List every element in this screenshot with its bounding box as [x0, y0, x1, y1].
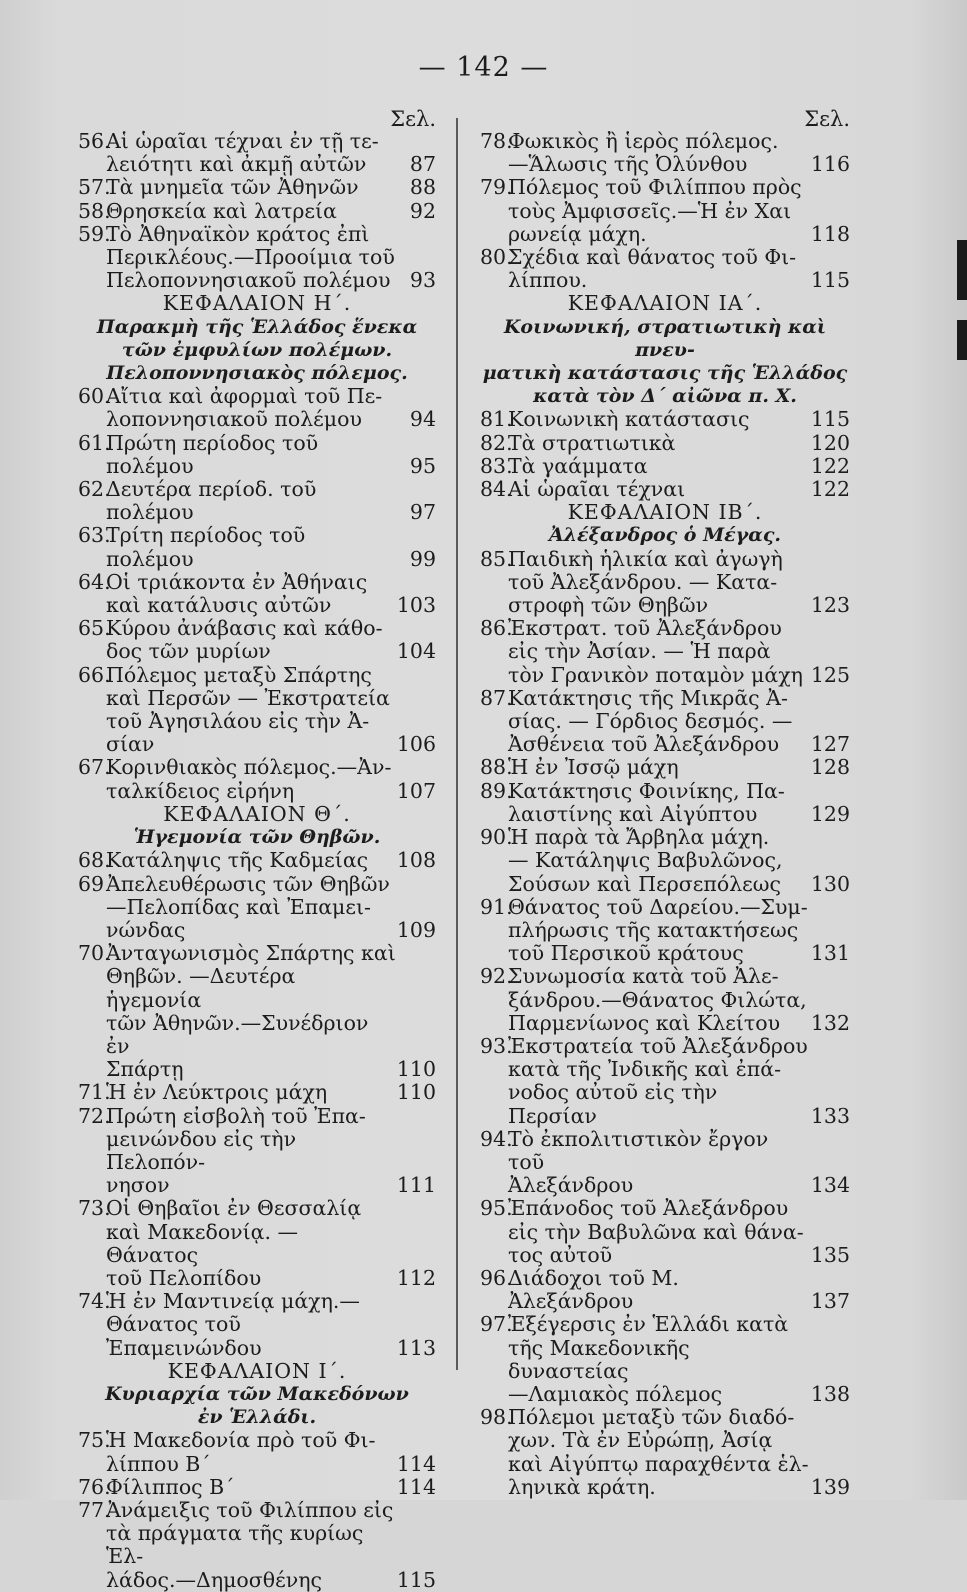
entry-page-number: 130	[810, 871, 850, 896]
entry-page-number: 127	[810, 732, 850, 757]
chapter-subtitle-line: τῶν ἐμφυλίων πολέμων.	[121, 338, 393, 361]
entry-page-number: 103	[396, 593, 436, 618]
entry-title-line: Πελοποννησιακοῦ πολέμου	[106, 268, 391, 293]
entry-title-line: Συνωμοσία κατὰ τοῦ Ἀλε-	[508, 964, 779, 989]
toc-column-right	[480, 106, 850, 1499]
toc-entry	[480, 1267, 850, 1313]
toc-entry	[78, 1081, 436, 1104]
entry-page-number: 112	[396, 1265, 436, 1290]
toc-entry	[480, 548, 850, 618]
entry-page-number: 110	[396, 1057, 436, 1082]
entry-number: 71.	[78, 1080, 111, 1105]
entry-title-line: Πρώτη περίοδος τοῦ πολέμου	[106, 430, 319, 478]
entry-page-number: 139	[810, 1474, 850, 1499]
entry-title-line: τοῦ Ἀλεξάνδρου. — Κατα-	[508, 569, 778, 594]
entry-title-line: δος τῶν μυρίων	[106, 639, 271, 664]
entry-number: 83.	[480, 453, 513, 478]
entry-page-number: 115	[810, 268, 850, 293]
entry-title-line: Σχέδια καὶ θάνατος τοῦ Φι-	[508, 245, 797, 270]
entry-page-number: 125	[810, 662, 850, 687]
entry-title-line: στροφὴ τῶν Θηβῶν	[508, 593, 709, 618]
entry-number: 89.	[480, 778, 513, 803]
chapter-subtitle	[480, 316, 850, 409]
entry-number: 77.	[78, 1497, 111, 1522]
entry-page-number: 93	[409, 268, 436, 293]
toc-entry	[78, 1499, 436, 1592]
entry-page-number: 106	[396, 732, 436, 757]
entry-page-number: 128	[810, 755, 850, 780]
entry-title-line: καὶ κατάλυσις αὐτῶν	[106, 593, 332, 618]
toc-entry	[78, 617, 436, 663]
page-edge-mark	[957, 320, 967, 360]
entry-title-line: Παιδικὴ ἡλικία καὶ ἀγωγὴ	[508, 546, 783, 571]
chapter-subtitle	[480, 524, 850, 547]
entry-title-line: Ἡ ἐν Λεύκτροις μάχη	[106, 1080, 328, 1105]
entry-number: 88.	[480, 755, 513, 780]
entry-number: 59.	[78, 221, 111, 246]
toc-entry	[78, 1197, 436, 1290]
entry-title-line: Οἱ τριάκοντα ἐν Ἀθήναις	[106, 569, 368, 594]
entry-title-line: Πόλεμος τοῦ Φιλίππου πρὸς	[508, 175, 802, 200]
entry-page-number: 129	[810, 801, 850, 826]
toc-entry	[78, 571, 436, 617]
entry-title-line: τοῦ Περσικοῦ κράτους	[508, 941, 744, 966]
entry-title-line: τοῦ Πελοπίδου	[106, 1265, 262, 1290]
entry-title-line: Φωκικὸς ἢ ἱερὸς πόλεμος.	[508, 129, 779, 153]
entry-number: 73.	[78, 1196, 111, 1221]
entry-title-line: πλήρωσις τῆς κατακτήσεως	[508, 917, 799, 942]
entry-page-number: 122	[810, 477, 850, 502]
entry-number: 95.	[480, 1196, 513, 1221]
entry-title-line: Οἱ Θηβαῖοι ἐν Θεσσαλίᾳ	[106, 1196, 362, 1221]
entry-page-number: 108	[396, 848, 436, 873]
entry-title-line: Τὸ Ἀθηναϊκὸν κράτος ἐπὶ	[106, 221, 370, 246]
entry-page-number: 111	[396, 1173, 436, 1198]
entry-title-line: μεινώνδου εἰς τὴν Πελοπόν-	[106, 1126, 297, 1174]
entry-title-line: Κατάκτησις τῆς Μικρᾶς Ἀ-	[508, 685, 788, 710]
entry-page-number: 104	[396, 639, 436, 664]
toc-entry	[78, 478, 436, 524]
toc-entry	[78, 849, 436, 872]
entry-title-line: Ἀνταγωνισμὸς Σπάρτης καὶ	[106, 941, 396, 966]
entry-title-line: τος αὐτοῦ	[508, 1242, 613, 1267]
entry-title-line: Κατάκτησις Φοινίκης, Πα-	[508, 778, 785, 803]
entry-title-line: Κατάληψις τῆς Καδμείας	[106, 848, 369, 873]
entry-page-number: 120	[810, 430, 850, 455]
entry-page-number: 113	[396, 1335, 436, 1360]
entry-page-number: 133	[810, 1103, 850, 1128]
toc-entry	[480, 826, 850, 896]
chapter-subtitle-line: κατὰ τὸν Δ΄ αἰῶνα π. Χ.	[533, 385, 797, 408]
entry-number: 67.	[78, 755, 111, 780]
entry-title-line: σίας. — Γόρδιος δεσμός. —	[508, 709, 793, 734]
entry-title-line: Περικλέους.—Προοίμια τοῦ	[106, 245, 395, 270]
entry-title-line: Αἴτια καὶ ἀφορμαὶ τοῦ Πε-	[106, 384, 383, 409]
toc-entry	[480, 1406, 850, 1499]
entry-title-line: σίαν	[106, 732, 155, 757]
toc-entry	[78, 524, 436, 570]
entry-title-line: Δευτέρα περίοδ. τοῦ πολέμου	[106, 477, 317, 525]
entry-title-line: Τὰ γαάμματα	[508, 453, 648, 478]
entry-title-line: Τρίτη περίοδος τοῦ πολέμου	[106, 523, 306, 571]
entry-page-number: 107	[396, 778, 436, 803]
entry-title-line: Ἐκστρατ. τοῦ Ἀλεξάνδρου	[508, 616, 782, 641]
entry-title-line: Αἱ ὡραῖαι τέχναι ἐν τῇ τε-	[106, 129, 379, 153]
entry-number: 58.	[78, 198, 111, 223]
entry-page-number: 110	[396, 1080, 436, 1105]
chapter-subtitle-line: Παρακμὴ τῆς Ἑλλάδος ἕνεκα	[96, 315, 418, 338]
toc-entry	[78, 664, 436, 757]
entry-title-line: καὶ Αἰγύπτῳ παραχθέντα ἑλ-	[508, 1451, 809, 1476]
entry-title-line: Αἱ ὡραῖαι τέχναι	[508, 477, 686, 502]
toc-entry	[480, 896, 850, 966]
entry-title-line: εἰς τὴν Βαβυλῶνα καὶ θάνα-	[508, 1219, 804, 1244]
entry-page-number: 95	[409, 453, 436, 478]
toc-entry	[480, 478, 850, 501]
entry-title-line: Πόλεμοι μεταξὺ τῶν διαδό-	[508, 1405, 795, 1430]
toc-entry	[480, 756, 850, 779]
entry-number: 57.	[78, 175, 111, 200]
chapter-subtitle-line: Ἀλέξανδρος ὁ Μέγας.	[548, 524, 782, 547]
entry-title-line: κατὰ τῆς Ἰνδικῆς καὶ ἐπά-	[508, 1057, 782, 1082]
chapter-subtitle-line: Κυριαρχία τῶν Μακεδόνων	[105, 1382, 409, 1405]
entry-title-line: λίππου Β΄	[106, 1451, 211, 1476]
entry-title-line: Πόλεμος μεταξὺ Σπάρτης	[106, 662, 372, 687]
entry-page-number: 137	[810, 1289, 850, 1314]
entry-number: 94.	[480, 1126, 513, 1151]
entry-number: 61.	[78, 430, 111, 455]
entry-title-line: Θάνατος τοῦ Ἐπαμεινώνδου	[106, 1312, 262, 1360]
toc-entry	[480, 1035, 850, 1128]
entry-title-line: Ἀνάμειξις τοῦ Φιλίππου εἰς	[106, 1497, 394, 1522]
entry-number: 60.	[78, 384, 111, 409]
toc-entry	[480, 1128, 850, 1198]
entry-number: 56.	[78, 129, 111, 153]
entry-title-line: — Κατάληψις Βαβυλῶνος,	[508, 848, 783, 873]
chapter-subtitle	[78, 316, 436, 386]
entry-title-line: Ἡ ἐν Μαντινείᾳ μάχη.—	[106, 1289, 360, 1314]
toc-entry	[78, 942, 436, 1081]
column-divider	[456, 118, 458, 1370]
toc-column-left	[78, 106, 436, 1592]
entry-page-number: 123	[810, 593, 850, 618]
entry-title-line: Ἀλεξάνδρου	[508, 1173, 634, 1198]
entry-title-line: Παρμενίωνος καὶ Κλείτου	[508, 1010, 781, 1035]
entry-title-line: λάδος.—Δημοσθένης	[106, 1567, 322, 1592]
entry-title-line: Ἐπάνοδος τοῦ Ἀλεξάνδρου	[508, 1196, 789, 1221]
entry-title-line: καὶ Περσῶν — Ἐκστρατεία	[106, 685, 390, 710]
entry-number: 75.	[78, 1428, 111, 1453]
entry-title-line: Ἀσθένεια τοῦ Ἀλεξάνδρου	[508, 732, 780, 757]
entry-title-line: ληνικὰ κράτη.	[508, 1474, 656, 1499]
entry-page-number: 116	[810, 152, 850, 177]
entry-number: 86.	[480, 616, 513, 641]
page-column-header: Σελ.	[804, 107, 850, 131]
entry-title-line: λαιστίνης καὶ Αἰγύπτου	[508, 801, 758, 826]
entry-title-line: Θηβῶν. —Δευτέρα ἡγεμονία	[106, 964, 296, 1012]
entry-title-line: Πρώτη εἰσβολὴ τοῦ Ἐπα-	[106, 1103, 366, 1128]
entry-page-number: 134	[810, 1173, 850, 1198]
entry-page-number: 115	[810, 407, 850, 432]
entry-page-number: 99	[409, 546, 436, 571]
entry-page-number: 131	[810, 941, 850, 966]
entry-title-line: εἰς τὴν Ἀσίαν. — Ἡ παρὰ	[508, 639, 771, 664]
entry-title-line: Τὸ ἐκπολιτιστικὸν ἔργον τοῦ	[508, 1126, 769, 1174]
entry-number: 81.	[480, 407, 513, 432]
toc-entry	[78, 385, 436, 431]
toc-entry	[480, 432, 850, 455]
chapter-subtitle-line: ματικὴ κατάστασις τῆς Ἑλλάδος	[482, 362, 848, 385]
entry-title-line: —Πελοπίδας καὶ Ἐπαμει-	[106, 894, 371, 919]
entry-title-line: χων. Τὰ ἐν Εὐρώπῃ, Ἀσίᾳ	[508, 1428, 773, 1453]
entry-title-line: τοὺς Ἀμφισσεῖς.—Ἡ ἐν Χαι	[508, 198, 792, 223]
entry-number: 98.	[480, 1405, 513, 1430]
entry-title-line: λειότητι καὶ ἀκμῇ αὐτῶν	[106, 152, 367, 177]
toc-entry	[78, 130, 436, 176]
entry-title-line: Ἡ ἐν Ἰσσῷ μάχη	[508, 755, 679, 780]
entry-number: 93.	[480, 1033, 513, 1058]
entry-title-line: Θρησκεία καὶ λατρεία	[106, 198, 337, 223]
chapter-heading: ΚΕΦΑΛΑΙΟΝ Η΄.	[162, 291, 352, 316]
entry-number: 82.	[480, 430, 513, 455]
entry-title-line: Διάδοχοι τοῦ Μ. Ἀλεξάνδρου	[508, 1265, 679, 1314]
entry-number: 62.	[78, 477, 111, 502]
toc-entry	[480, 1313, 850, 1406]
entry-title-line: —Ἅλωσις τῆς Ὀλύνθου	[508, 152, 748, 177]
entry-number: 63.	[78, 523, 111, 548]
toc-entry	[78, 1429, 436, 1475]
chapter-subtitle-line: Πελοποννησιακὸς πόλεμος.	[106, 362, 408, 385]
entry-page-number: 92	[409, 198, 436, 223]
entry-title-line: λοποννησιακοῦ πολέμου	[106, 407, 362, 432]
chapter-subtitle	[78, 826, 436, 849]
chapter-heading: ΚΕΦΑΛΑΙΟΝ ΙΑ΄.	[567, 291, 763, 316]
entry-page-number: 138	[810, 1381, 850, 1406]
entry-title-line: τὸν Γρανικὸν ποταμὸν μάχη	[508, 662, 803, 687]
entry-number: 66.	[78, 662, 111, 687]
entry-number: 69	[78, 871, 105, 896]
entry-number: 78.	[480, 129, 513, 153]
toc-entry	[480, 176, 850, 246]
entry-number: 92.	[480, 964, 513, 989]
entry-number: 79.	[480, 175, 513, 200]
entry-page-number: 122	[810, 453, 850, 478]
entry-title-line: ταλκίδειος εἰρήνη	[106, 778, 295, 803]
entry-title-line: —Λαμιακὸς πόλεμος	[508, 1381, 723, 1406]
entry-title-line: Σπάρτῃ	[106, 1057, 184, 1082]
entry-number: 76.	[78, 1474, 111, 1499]
entry-title-line: νώνδας	[106, 917, 186, 942]
toc-entry	[480, 687, 850, 757]
entry-title-line: τοῦ Ἀγησιλάου εἰς τὴν Ἀ-	[106, 709, 370, 734]
entry-number: 84.	[480, 477, 513, 502]
toc-entry	[480, 617, 850, 687]
entry-page-number: 135	[810, 1242, 850, 1267]
entry-number: 74.	[78, 1289, 111, 1314]
entry-number: 64.	[78, 569, 111, 594]
toc-entry	[78, 200, 436, 223]
toc-entry	[480, 408, 850, 431]
toc-entry	[78, 1290, 436, 1360]
toc-entry	[480, 965, 850, 1035]
entry-title-line: Σούσων καὶ Περσεπόλεως	[508, 871, 781, 896]
chapter-subtitle-line: ἐν Ἑλλάδι.	[197, 1406, 317, 1429]
chapter-subtitle-line: Κοινωνική, στρατιωτικὴ καὶ πνευ-	[503, 315, 827, 361]
entry-page-number: 94	[409, 407, 436, 432]
toc-entry	[78, 1105, 436, 1198]
entry-title-line: Ἡ παρὰ τὰ Ἄρβηλα μάχη.	[508, 825, 770, 850]
entry-title-line: Φίλιππος Β΄	[106, 1474, 235, 1499]
entry-page-number: 109	[396, 917, 436, 942]
entry-title-line: Κοινωνικὴ κατάστασις	[508, 407, 750, 432]
entry-number: 96.	[480, 1265, 513, 1290]
chapter-heading: ΚΕΦΑΛΑΙΟΝ Ι΄.	[167, 1358, 347, 1383]
entry-title-line: Κύρου ἀνάβασις καὶ κάθο-	[106, 616, 383, 641]
entry-title-line: Θάνατος τοῦ Δαρείου.—Συμ-	[508, 894, 808, 919]
toc-entry	[78, 873, 436, 943]
entry-number: 65.	[78, 616, 111, 641]
chapter-subtitle	[78, 1383, 436, 1429]
entry-page-number: 114	[396, 1474, 436, 1499]
toc-entry	[480, 130, 850, 176]
page-number: — 142 —	[418, 52, 549, 83]
entry-title-line: καὶ Μακεδονίᾳ. — Θάνατος	[106, 1219, 299, 1267]
toc-entry	[480, 246, 850, 292]
toc-entry	[78, 223, 436, 293]
entry-page-number: 97	[409, 500, 436, 525]
entry-title-line: ρωνείᾳ μάχη.	[508, 221, 647, 246]
toc-entry	[480, 1197, 850, 1267]
entry-title-line: Ἐξέγερσις ἐν Ἑλλάδι κατὰ	[508, 1312, 789, 1337]
toc-entry	[78, 1476, 436, 1499]
page-column-header: Σελ.	[390, 107, 436, 131]
entry-number: 91.	[480, 894, 513, 919]
entry-title-line: νησον	[106, 1173, 170, 1198]
entry-page-number: 87	[409, 152, 436, 177]
entry-page-number: 88	[409, 175, 436, 200]
chapter-subtitle-line: Ἡγεμονία τῶν Θηβῶν.	[133, 826, 381, 849]
chapter-heading: ΚΕΦΑΛΑΙΟΝ ΙΒ΄.	[567, 500, 763, 525]
entry-number: 80.	[480, 245, 513, 270]
entry-number: 87.	[480, 685, 513, 710]
toc-entry	[480, 455, 850, 478]
chapter-heading: ΚΕΦΑΛΑΙΟΝ Θ΄.	[163, 801, 351, 826]
entry-number: 85.	[480, 546, 513, 571]
entry-title-line: Ἡ Μακεδονία πρὸ τοῦ Φι-	[106, 1428, 376, 1453]
entry-title-line: Τὰ στρατιωτικὰ	[508, 430, 676, 455]
entry-title-line: Ἐκστρατεία τοῦ Ἀλεξάνδρου	[508, 1033, 808, 1058]
entry-number: 90.	[480, 825, 513, 850]
entry-page-number: 114	[396, 1451, 436, 1476]
toc-entry	[78, 432, 436, 478]
entry-number: 70.	[78, 941, 111, 966]
toc-entry	[78, 176, 436, 199]
toc-entry	[78, 756, 436, 802]
entry-title-line: τῆς Μακεδονικῆς δυναστείας	[508, 1335, 690, 1383]
entry-title-line: λίππου.	[508, 268, 588, 293]
entry-title-line: ξάνδρου.—Θάνατος Φιλώτα,	[508, 987, 807, 1012]
entry-title-line: τὰ πράγματα τῆς κυρίως Ἑλ-	[106, 1521, 364, 1569]
entry-number: 68.	[78, 848, 111, 873]
page-edge-mark	[957, 240, 967, 300]
entry-title-line: Τὰ μνημεῖα τῶν Ἀθηνῶν	[106, 175, 359, 200]
entry-page-number: 115	[396, 1567, 436, 1592]
toc-entry	[480, 780, 850, 826]
entry-title-line: Κορινθιακὸς πόλεμος.—Ἀν-	[106, 755, 392, 780]
entry-title-line: νοδος αὐτοῦ εἰς τὴν Περσίαν	[508, 1080, 718, 1128]
entry-title-line: Ἀπελευθέρωσις τῶν Θηβῶν	[106, 871, 390, 896]
entry-page-number: 118	[810, 221, 850, 246]
entry-title-line: τῶν Ἀθηνῶν.—Συνέδριον ἐν	[106, 1010, 369, 1058]
entry-number: 72.	[78, 1103, 111, 1128]
entry-page-number: 132	[810, 1010, 850, 1035]
entry-number: 97.	[480, 1312, 513, 1337]
